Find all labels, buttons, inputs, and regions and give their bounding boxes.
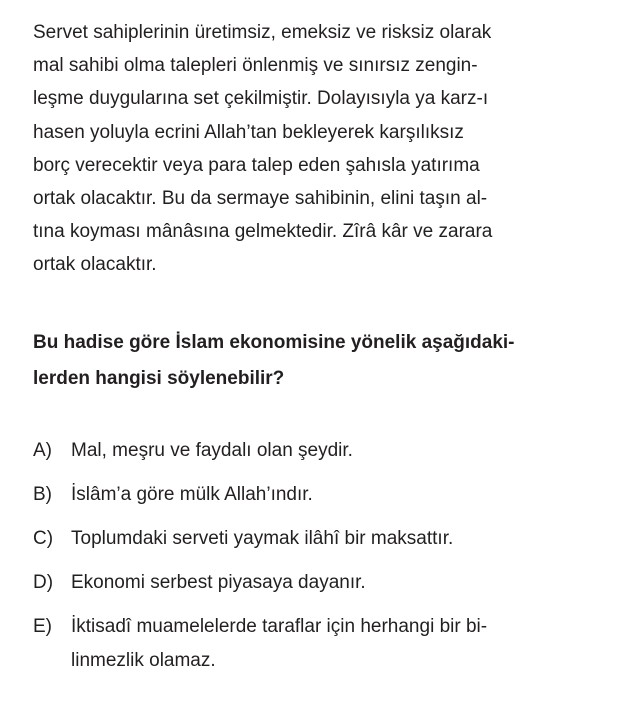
option-text bbox=[71, 522, 593, 556]
question-line: Bu hadise göre İslam ekonomisine yönelik aşağıdaki- bbox=[33, 331, 515, 353]
option-line: İktisadî muamelelerde taraflar için herhangi bir bi- bbox=[71, 615, 488, 637]
passage-line: mal sahibi olma talepleri önlenmiş ve sınırsız zengin- bbox=[33, 55, 478, 77]
question-line: lerden hangisi söylenebilir? bbox=[33, 367, 285, 389]
passage-line: tına koyması mânâsına gelmektedir. Zîrâ kâr ve zarara bbox=[33, 221, 493, 243]
option-letter: B) bbox=[33, 483, 52, 505]
passage bbox=[33, 16, 593, 282]
option-letter: C) bbox=[33, 527, 54, 549]
passage-line: borç verecektir veya para talep eden şahısla yatırıma bbox=[33, 154, 480, 176]
option-b[interactable] bbox=[33, 478, 593, 512]
passage-line: ortak olacaktır. Bu da sermaye sahibinin, elini taşın al- bbox=[33, 188, 488, 210]
question-page bbox=[33, 16, 593, 688]
option-letter: A) bbox=[33, 439, 52, 461]
option-text bbox=[71, 566, 593, 600]
option-a[interactable] bbox=[33, 434, 593, 468]
passage-line: ortak olacaktır. bbox=[33, 254, 157, 276]
passage-line: leşme duygularına set çekilmiştir. Dolayısıyla ya karz-ı bbox=[33, 88, 489, 110]
option-line: Ekonomi serbest piyasaya dayanır. bbox=[71, 571, 366, 593]
option-text bbox=[71, 478, 593, 512]
option-letter: E) bbox=[33, 615, 52, 637]
question-stem bbox=[33, 325, 593, 397]
passage-line: Servet sahiplerinin üretimsiz, emeksiz ve risksiz olarak bbox=[33, 22, 492, 43]
option-e[interactable] bbox=[33, 610, 593, 678]
option-text bbox=[71, 610, 593, 678]
option-line: Toplumdaki serveti yaymak ilâhî bir maksattır. bbox=[71, 527, 454, 549]
passage-line: hasen yoluyla ecrini Allah’tan bekleyerek karşılıksız bbox=[33, 121, 464, 143]
option-line: linmezlik olamaz. bbox=[71, 649, 216, 671]
option-text bbox=[71, 434, 593, 468]
answer-options bbox=[33, 434, 593, 678]
option-line: Mal, meşru ve faydalı olan şeydir. bbox=[71, 439, 353, 461]
option-letter: D) bbox=[33, 571, 54, 593]
option-d[interactable] bbox=[33, 566, 593, 600]
option-line: İslâm’a göre mülk Allah’ındır. bbox=[71, 483, 313, 505]
option-c[interactable] bbox=[33, 522, 593, 556]
